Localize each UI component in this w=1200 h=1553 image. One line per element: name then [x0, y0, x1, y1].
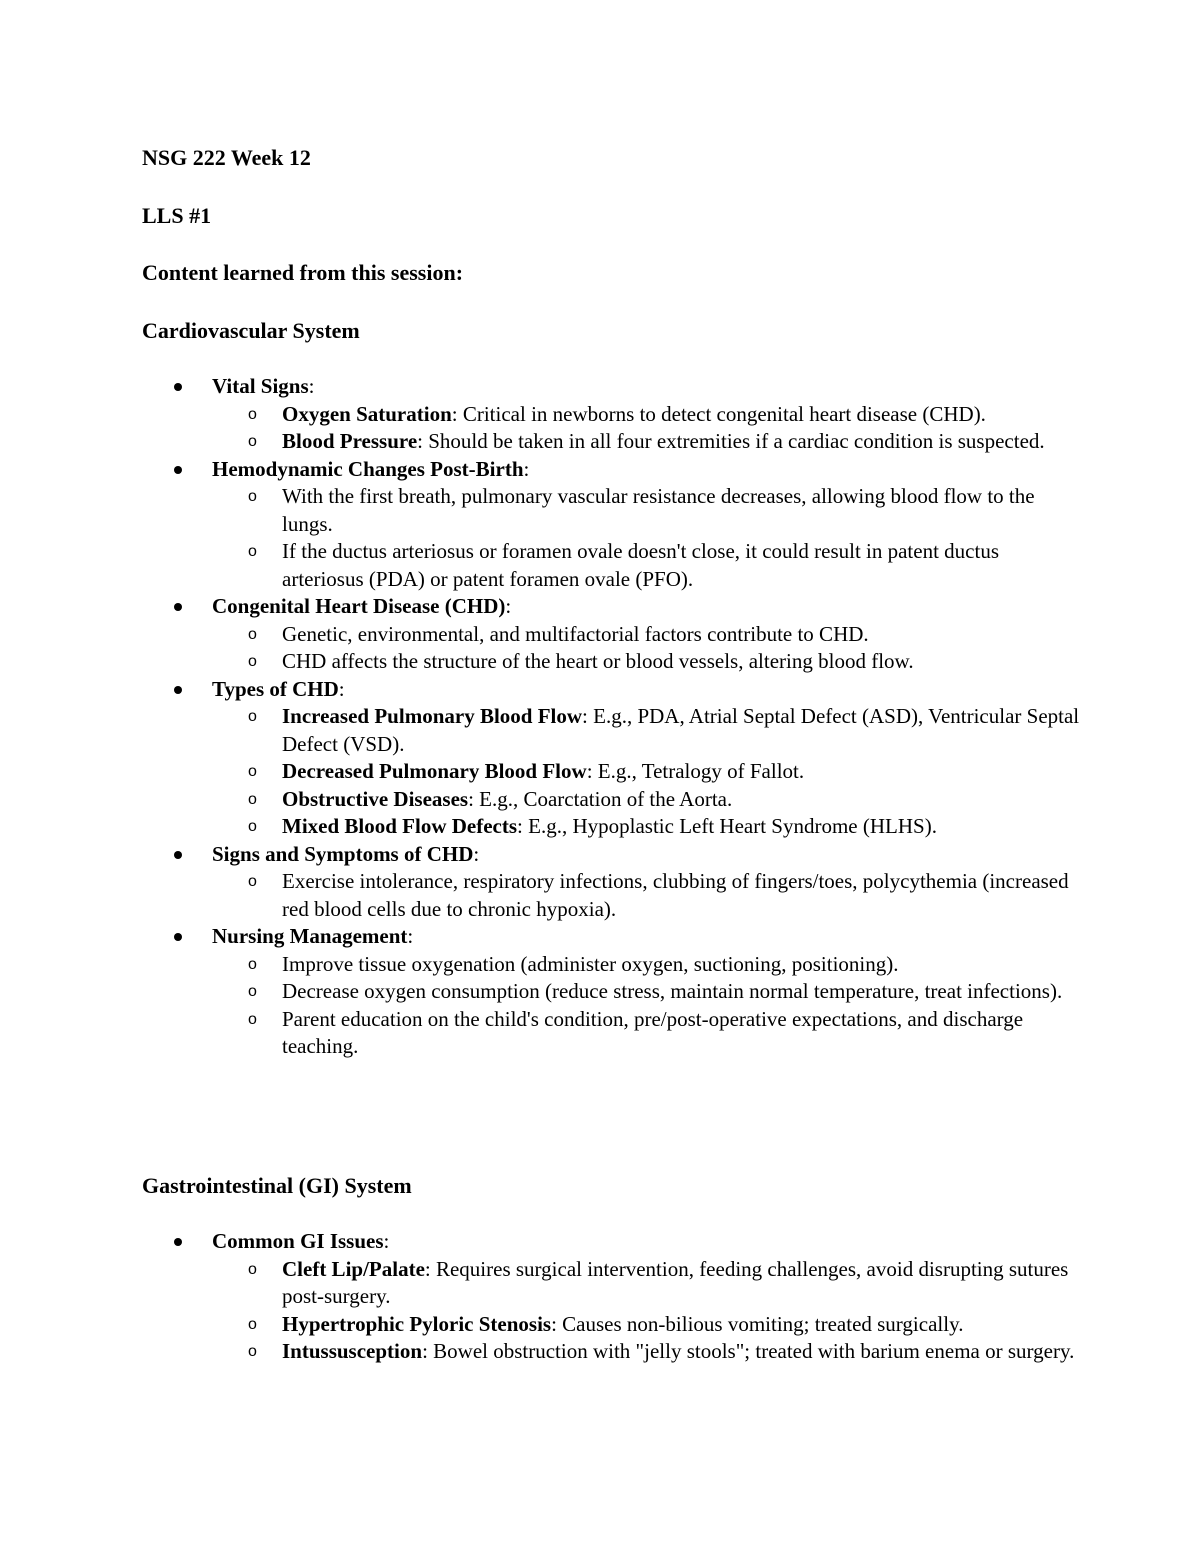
sub-list — [212, 951, 1082, 1061]
list-item-suffix: : — [407, 924, 414, 948]
sub-item-text: : Requires surgical intervention, feeding challenges, avoid disrupting sutures post-surgery. — [282, 1256, 1069, 1308]
sub-list-item — [212, 483, 1082, 538]
list-item-suffix: : — [308, 374, 315, 398]
sub-list-item — [212, 621, 1082, 649]
sub-item-text: Genetic, environmental, and multifactorial factors contribute to CHD. — [282, 621, 869, 646]
sub-item-text: : E.g., Tetralogy of Fallot. — [586, 759, 805, 783]
sub-list-item — [212, 951, 1082, 979]
sub-list-item — [212, 978, 1082, 1006]
sub-item-label: Increased Pulmonary Blood Flow — [282, 704, 583, 728]
sub-list — [212, 1256, 1082, 1366]
list-item — [142, 1228, 1082, 1366]
cardiovascular-list — [142, 373, 1082, 1061]
list-item — [142, 676, 1082, 841]
sub-item-label: Cleft Lip/Palate — [282, 1256, 425, 1281]
list-item — [142, 373, 1082, 456]
sub-list-item — [212, 786, 1082, 814]
document-subtitle: LLS #1 — [142, 203, 212, 228]
sub-list — [212, 401, 1082, 456]
sub-item-text: : Critical in newborns to detect congenital heart disease (CHD). — [451, 401, 986, 426]
sub-item-label: Blood Pressure — [282, 429, 418, 453]
sub-list-item — [212, 758, 1082, 786]
sub-item-text: CHD affects the structure of the heart or blood vessels, altering blood flow. — [282, 649, 914, 673]
sub-item-text: With the first breath, pulmonary vascular resistance decreases, allowing blood flow to the lungs. — [282, 484, 1035, 536]
sub-item-label: Mixed Blood Flow Defects — [282, 814, 518, 838]
list-item-label: Congenital Heart Disease (CHD) — [212, 594, 506, 618]
list-item-label: Signs and Symptoms of CHD — [212, 841, 474, 866]
list-item-label: Common GI Issues — [212, 1229, 384, 1253]
sub-item-label: Hypertrophic Pyloric Stenosis — [282, 1311, 552, 1336]
list-item — [142, 923, 1082, 1061]
sub-list — [212, 483, 1082, 593]
content-heading: Content learned from this session: — [142, 260, 464, 285]
list-item-suffix: : — [383, 1229, 390, 1253]
sub-list — [212, 868, 1082, 923]
list-item-label: Nursing Management — [212, 924, 408, 948]
sub-item-text: Parent education on the child's condition, pre/post-operative expectations, and discharge teaching. — [282, 1006, 1024, 1058]
sub-item-text: : Causes non-bilious vomiting; treated surgically. — [551, 1311, 964, 1336]
sub-item-text: If the ductus arteriosus or foramen ovale doesn't close, it could result in patent ductus arteriosus (PDA) or patent foramen ovale (PFO). — [282, 539, 1000, 591]
list-item-suffix: : — [523, 456, 530, 481]
sub-item-text: : E.g., Coarctation of the Aorta. — [468, 786, 733, 811]
section-heading-cardiovascular: Cardiovascular System — [142, 318, 360, 343]
sub-item-text: Improve tissue oxygenation (administer oxygen, suctioning, positioning). — [282, 951, 899, 976]
sub-item-label: Intussusception — [282, 1339, 423, 1363]
list-item-label: Hemodynamic Changes Post-Birth — [212, 456, 524, 481]
sub-item-label: Obstructive Diseases — [282, 786, 469, 811]
list-item-suffix: : — [473, 841, 480, 866]
sub-list-item — [212, 648, 1082, 676]
sub-list — [212, 703, 1082, 841]
sub-item-text: Exercise intolerance, respiratory infections, clubbing of fingers/toes, polycythemia (increased red blood cells due to chronic hypoxia). — [282, 869, 1069, 921]
document-title: NSG 222 Week 12 — [142, 145, 311, 170]
sub-item-label: Decreased Pulmonary Blood Flow — [282, 759, 587, 783]
section-heading-gastrointestinal: Gastrointestinal (GI) System — [142, 1173, 412, 1198]
sub-item-text: : Bowel obstruction with "jelly stools"; treated with barium enema or surgery. — [422, 1339, 1075, 1363]
sub-item-text: : Should be taken in all four extremities if a cardiac condition is suspected. — [417, 429, 1045, 453]
sub-item-text: : E.g., Hypoplastic Left Heart Syndrome (HLHS). — [517, 814, 937, 838]
sub-list-item — [212, 401, 1082, 429]
gastrointestinal-list — [142, 1228, 1082, 1366]
sub-list-item — [212, 868, 1082, 923]
sub-list-item — [212, 703, 1082, 758]
list-item-suffix: : — [505, 594, 512, 618]
sub-item-text: Decrease oxygen consumption (reduce stress, maintain normal temperature, treat infections). — [282, 979, 1063, 1003]
sub-list-item — [212, 428, 1082, 456]
list-item-label: Vital Signs — [212, 374, 309, 398]
sub-list-item — [212, 1256, 1082, 1311]
list-item — [142, 841, 1082, 924]
sub-list — [212, 621, 1082, 676]
sub-item-label: Oxygen Saturation — [282, 401, 452, 426]
list-item — [142, 456, 1082, 594]
sub-list-item — [212, 813, 1082, 841]
list-item-suffix: : — [338, 676, 345, 701]
sub-list-item — [212, 538, 1082, 593]
sub-list-item — [212, 1006, 1082, 1061]
list-item — [142, 593, 1082, 676]
sub-item-text: : E.g., PDA, Atrial Septal Defect (ASD), Ventricular Septal Defect (VSD). — [282, 704, 1080, 756]
list-item-label: Types of CHD — [212, 676, 339, 701]
sub-list-item — [212, 1311, 1082, 1339]
sub-list-item — [212, 1338, 1082, 1366]
